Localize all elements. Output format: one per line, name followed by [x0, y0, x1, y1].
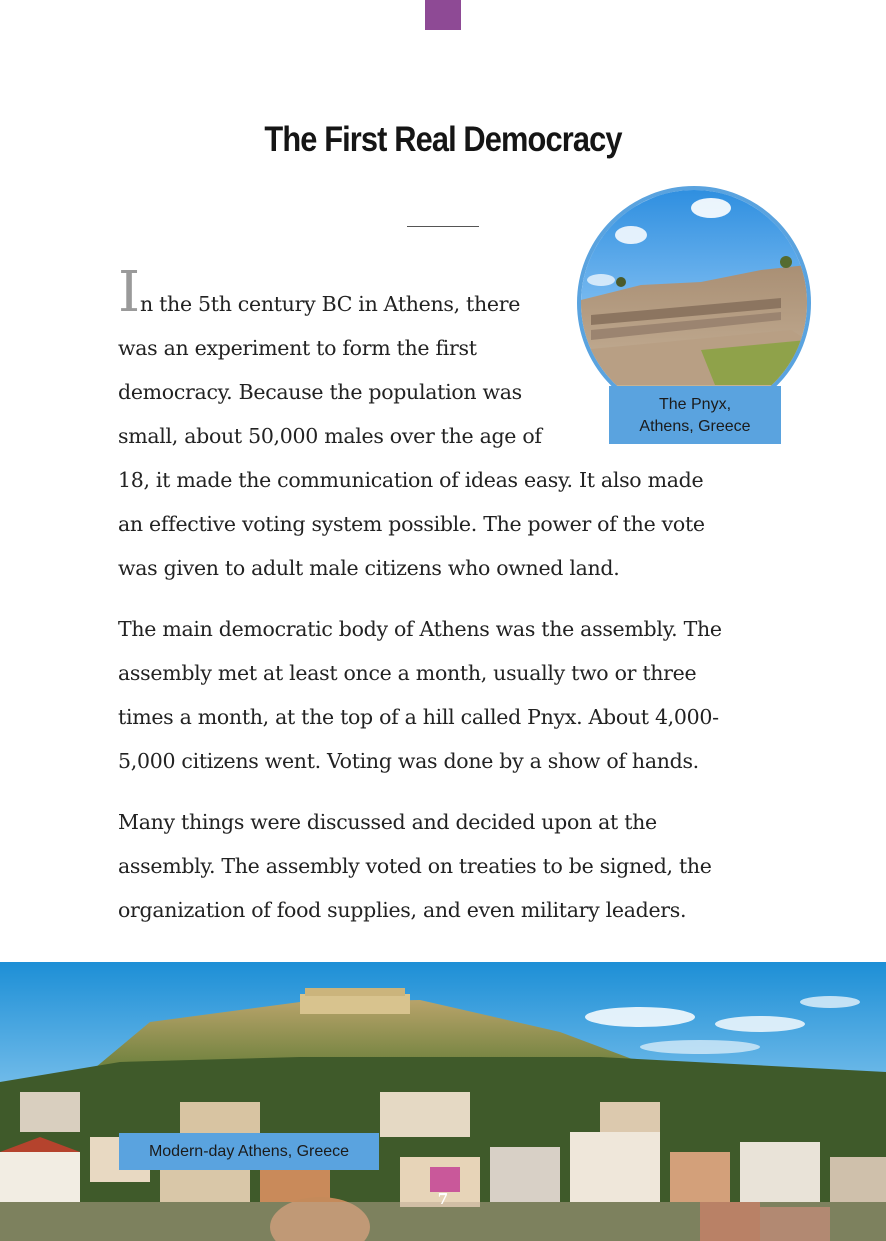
- page-title: The First Real Democracy: [264, 120, 622, 159]
- pnyx-photo: [577, 186, 811, 420]
- paragraph-2-line: The main democratic body of Athens was the assembly. The: [118, 617, 722, 641]
- athens-caption: Modern-day Athens, Greece: [119, 1133, 379, 1170]
- paragraph-1-line: small, about 50,000 males over the age of: [118, 424, 542, 448]
- pnyx-caption: [609, 386, 781, 444]
- drop-cap: I: [118, 260, 141, 325]
- paragraph-1-line: was an experiment to form the first: [118, 336, 477, 360]
- pnyx-caption-line2: Athens, Greece: [639, 418, 751, 435]
- paragraph-1-line: n the 5th century BC in Athens, there: [140, 292, 521, 316]
- top-color-tab: [425, 0, 461, 30]
- paragraph-3-line: Many things were discussed and decided upon at the: [118, 810, 657, 834]
- paragraph-1-line: an effective voting system possible. The power of the vote: [118, 512, 705, 536]
- paragraph-2-line: assembly met at least once a month, usually two or three: [118, 661, 697, 685]
- paragraph-2-line: 5,000 citizens went. Voting was done by a show of hands.: [118, 749, 699, 773]
- page-number: 7: [437, 1190, 449, 1208]
- paragraph-3-line: organization of food supplies, and even military leaders.: [118, 898, 687, 922]
- paragraph-1-line: was given to adult male citizens who owned land.: [118, 556, 620, 580]
- paragraph-2-line: times a month, at the top of a hill called Pnyx. About 4,000-: [118, 705, 719, 729]
- paragraph-1-line: democracy. Because the population was: [118, 380, 522, 404]
- title-divider: [407, 226, 479, 227]
- paragraph-1-line: 18, it made the communication of ideas easy. It also made: [118, 468, 704, 492]
- pnyx-caption-line1: The Pnyx,: [658, 396, 732, 413]
- paragraph-3-line: assembly. The assembly voted on treaties to be signed, the: [118, 854, 712, 878]
